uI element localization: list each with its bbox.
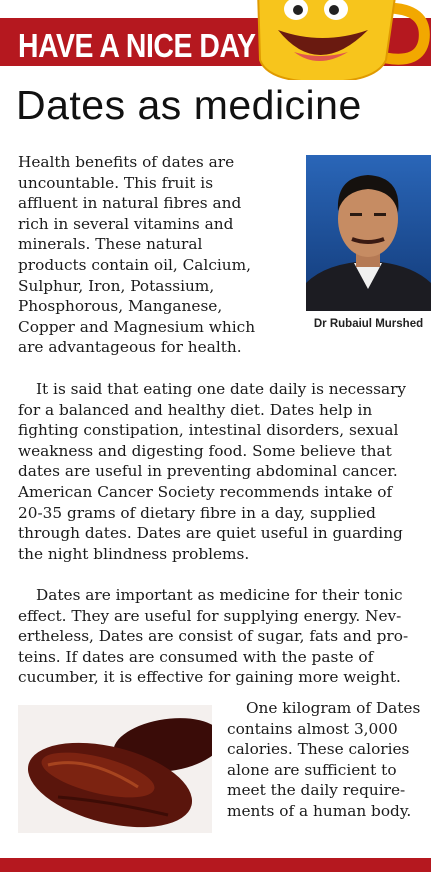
text-line: meet the daily require-: [227, 781, 406, 800]
text-line: American Cancer Society recommends intake of: [18, 482, 393, 501]
text-line: Copper and Magnesium which: [18, 317, 256, 336]
author-photo: [306, 155, 431, 311]
text-line: It is said that eating one date daily is necessary: [36, 380, 407, 398]
footer-bar: [0, 858, 431, 872]
text-line: One kilogram of Dates: [246, 699, 421, 717]
text-line: ments of a human body.: [227, 801, 412, 820]
text-line: Phosphorous, Manganese,: [18, 297, 223, 316]
text-line: calories. These calories: [227, 740, 410, 759]
dates-fruit-photo: [18, 705, 212, 833]
text-line: cucumber, it is effective for gaining more weight.: [18, 668, 401, 687]
paragraph-four: [227, 698, 420, 822]
text-line: teins. If dates are consumed with the paste of: [18, 647, 374, 666]
text-line: Dates are important as medicine for their tonic: [36, 586, 403, 604]
text-line: alone are sufficient to: [227, 760, 397, 779]
intro-paragraph: [18, 152, 255, 358]
text-line: contains almost 3,000: [227, 719, 398, 738]
section-title: HAVE A NICE DAY: [18, 27, 256, 64]
text-line: 20-35 grams of dietary fibre in a day, supplied: [18, 503, 376, 522]
text-line: weakness and digesting food. Some believe that: [18, 441, 392, 460]
smiling-cup-mascot-icon: [236, 0, 431, 80]
text-line: products contain oil, Calcium,: [18, 255, 252, 274]
text-line: for a balanced and healthy diet. Dates help in: [18, 400, 373, 419]
text-line: dates are useful in preventing abdominal cancer.: [18, 462, 398, 481]
text-line: uncountable. This fruit is: [18, 173, 214, 192]
text-line: minerals. These natural: [18, 235, 203, 254]
text-line: Health benefits of dates are: [18, 153, 235, 171]
text-line: ertheless, Dates are consist of sugar, fats and pro-: [18, 627, 409, 646]
text-line: rich in several vitamins and: [18, 214, 234, 233]
text-line: are advantageous for health.: [18, 338, 242, 357]
article-headline: Dates as medicine: [16, 82, 362, 128]
text-line: affluent in natural fibres and: [18, 194, 242, 213]
author-caption: Dr Rubaiul Murshed: [313, 318, 424, 330]
text-line: the night blindness problems.: [18, 544, 250, 563]
paragraph-three: [18, 585, 408, 688]
text-line: effect. They are useful for supplying energy. Nev-: [18, 606, 402, 625]
text-line: through dates. Dates are quiet useful in guarding: [18, 524, 403, 543]
paragraph-two: [18, 379, 406, 564]
text-line: fighting constipation, intestinal disorders, sexual: [18, 421, 399, 440]
text-line: Sulphur, Iron, Potassium,: [18, 276, 215, 295]
